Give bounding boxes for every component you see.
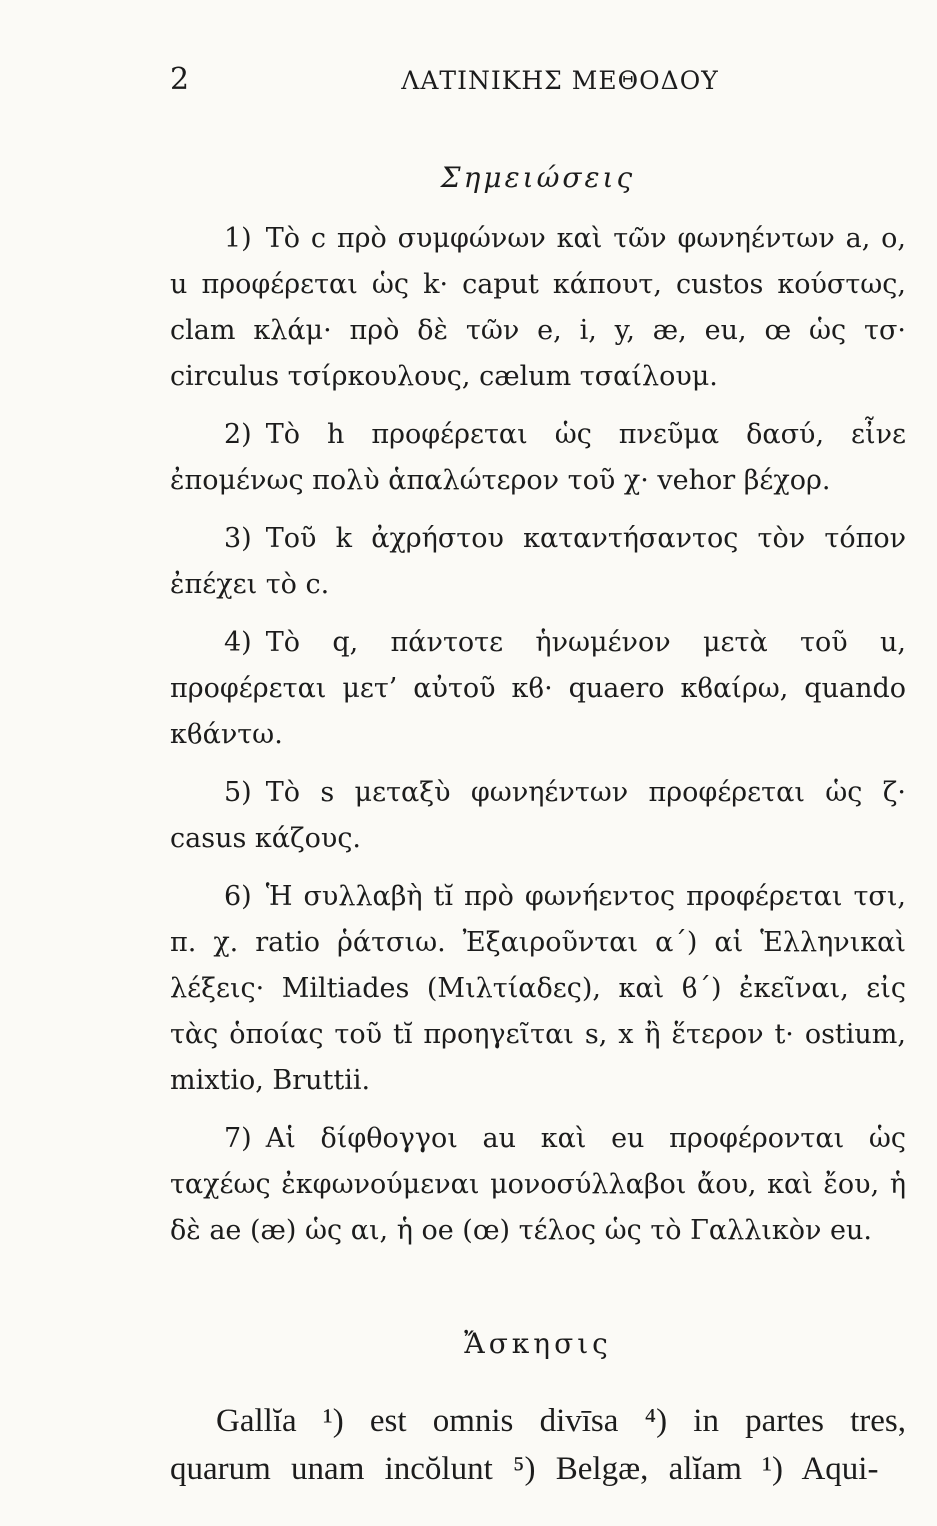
note-3 [170,516,906,608]
note-text: Τὸ h προφέρεται ὡς πνεῦμα δασύ, εἶνε ἐπομένως πολὺ ἁπαλώτερον τοῦ χ· vehor βέχορ. [170,419,906,496]
page-number: 2 [170,62,190,97]
note-2 [170,412,906,504]
note-text: Τοῦ k ἀχρήστου καταντήσαντος τὸν τόπον ἐπέχει τὸ c. [170,523,906,600]
note-number: 4) [224,627,252,658]
note-4 [170,620,906,758]
note-text: Τὸ q, πάντοτε ἡνωμένον μετὰ τοῦ u, προφέρεται μετ’ αὐτοῦ κϐ· quaero κϐαίρω, quando κϐάντω. [170,627,906,750]
exercise-heading: Ἄσκησις [464,1327,612,1360]
running-title: ΛΑΤΙΝΙΚΗΣ ΜΕΘΟΔΟΥ [401,66,719,95]
note-text: Τὸ c πρὸ συμφώνων καὶ τῶν φωνηέντων a, o, u προφέρεται ὡς k· caput κάπουτ, custos κούστως, clam κλάμ· πρὸ δὲ τῶν e, i, y, æ, eu, œ ὡς τσ· circulus τσίρκουλους, cælum τσαίλουμ. [170,223,906,392]
note-6 [170,874,906,1104]
note-text: Ἡ συλλαβὴ tĭ πρὸ φωνήεντος προφέρεται τσι, π. χ. ratio ῥάτσιω. Ἐξαιροῦνται α΄) αἱ Ἑλληνικαὶ λέξεις· Miltiades (Μιλτίαδες), καὶ ϐ΄) ἐκεῖναι, εἰς τὰς ὁποίας τοῦ tĭ προηγεῖται s, x ἢ ἕτερον t· ostium, mixtio, Bruttii. [170,881,906,1096]
note-5 [170,770,906,862]
exercise-text: Gallĭa ¹) est omnis divīsa ⁴) in partes tres, quarum unam incŏlunt ⁵) Belgæ, alĭam ¹) Aqui- [170,1403,906,1487]
page-header [170,62,910,102]
page-body [170,158,906,1526]
exercise-text-block [170,1397,906,1493]
note-number: 7) [224,1123,252,1154]
note-number: 1) [224,223,252,254]
note-1 [170,216,906,400]
section-spacer [170,1266,906,1324]
note-number: 6) [224,881,252,912]
note-text: Τὸ s μεταξὺ φωνηέντων προφέρεται ὡς ζ· casus κάζους. [170,777,906,854]
notes-heading: Σημειώσεις [440,161,636,194]
note-7 [170,1116,906,1254]
note-number: 2) [224,419,252,450]
note-number: 5) [224,777,252,808]
note-text: Αἱ δίφθογγοι au καὶ eu προφέρονται ὡς ταχέως ἐκφωνούμεναι μονοσύλλαβοι ἄου, καὶ ἔου, ἡ δὲ ae (æ) ὡς αι, ἡ oe (œ) τέλος ὡς τὸ Γαλλικὸν eu. [170,1123,906,1246]
note-number: 3) [224,523,252,554]
